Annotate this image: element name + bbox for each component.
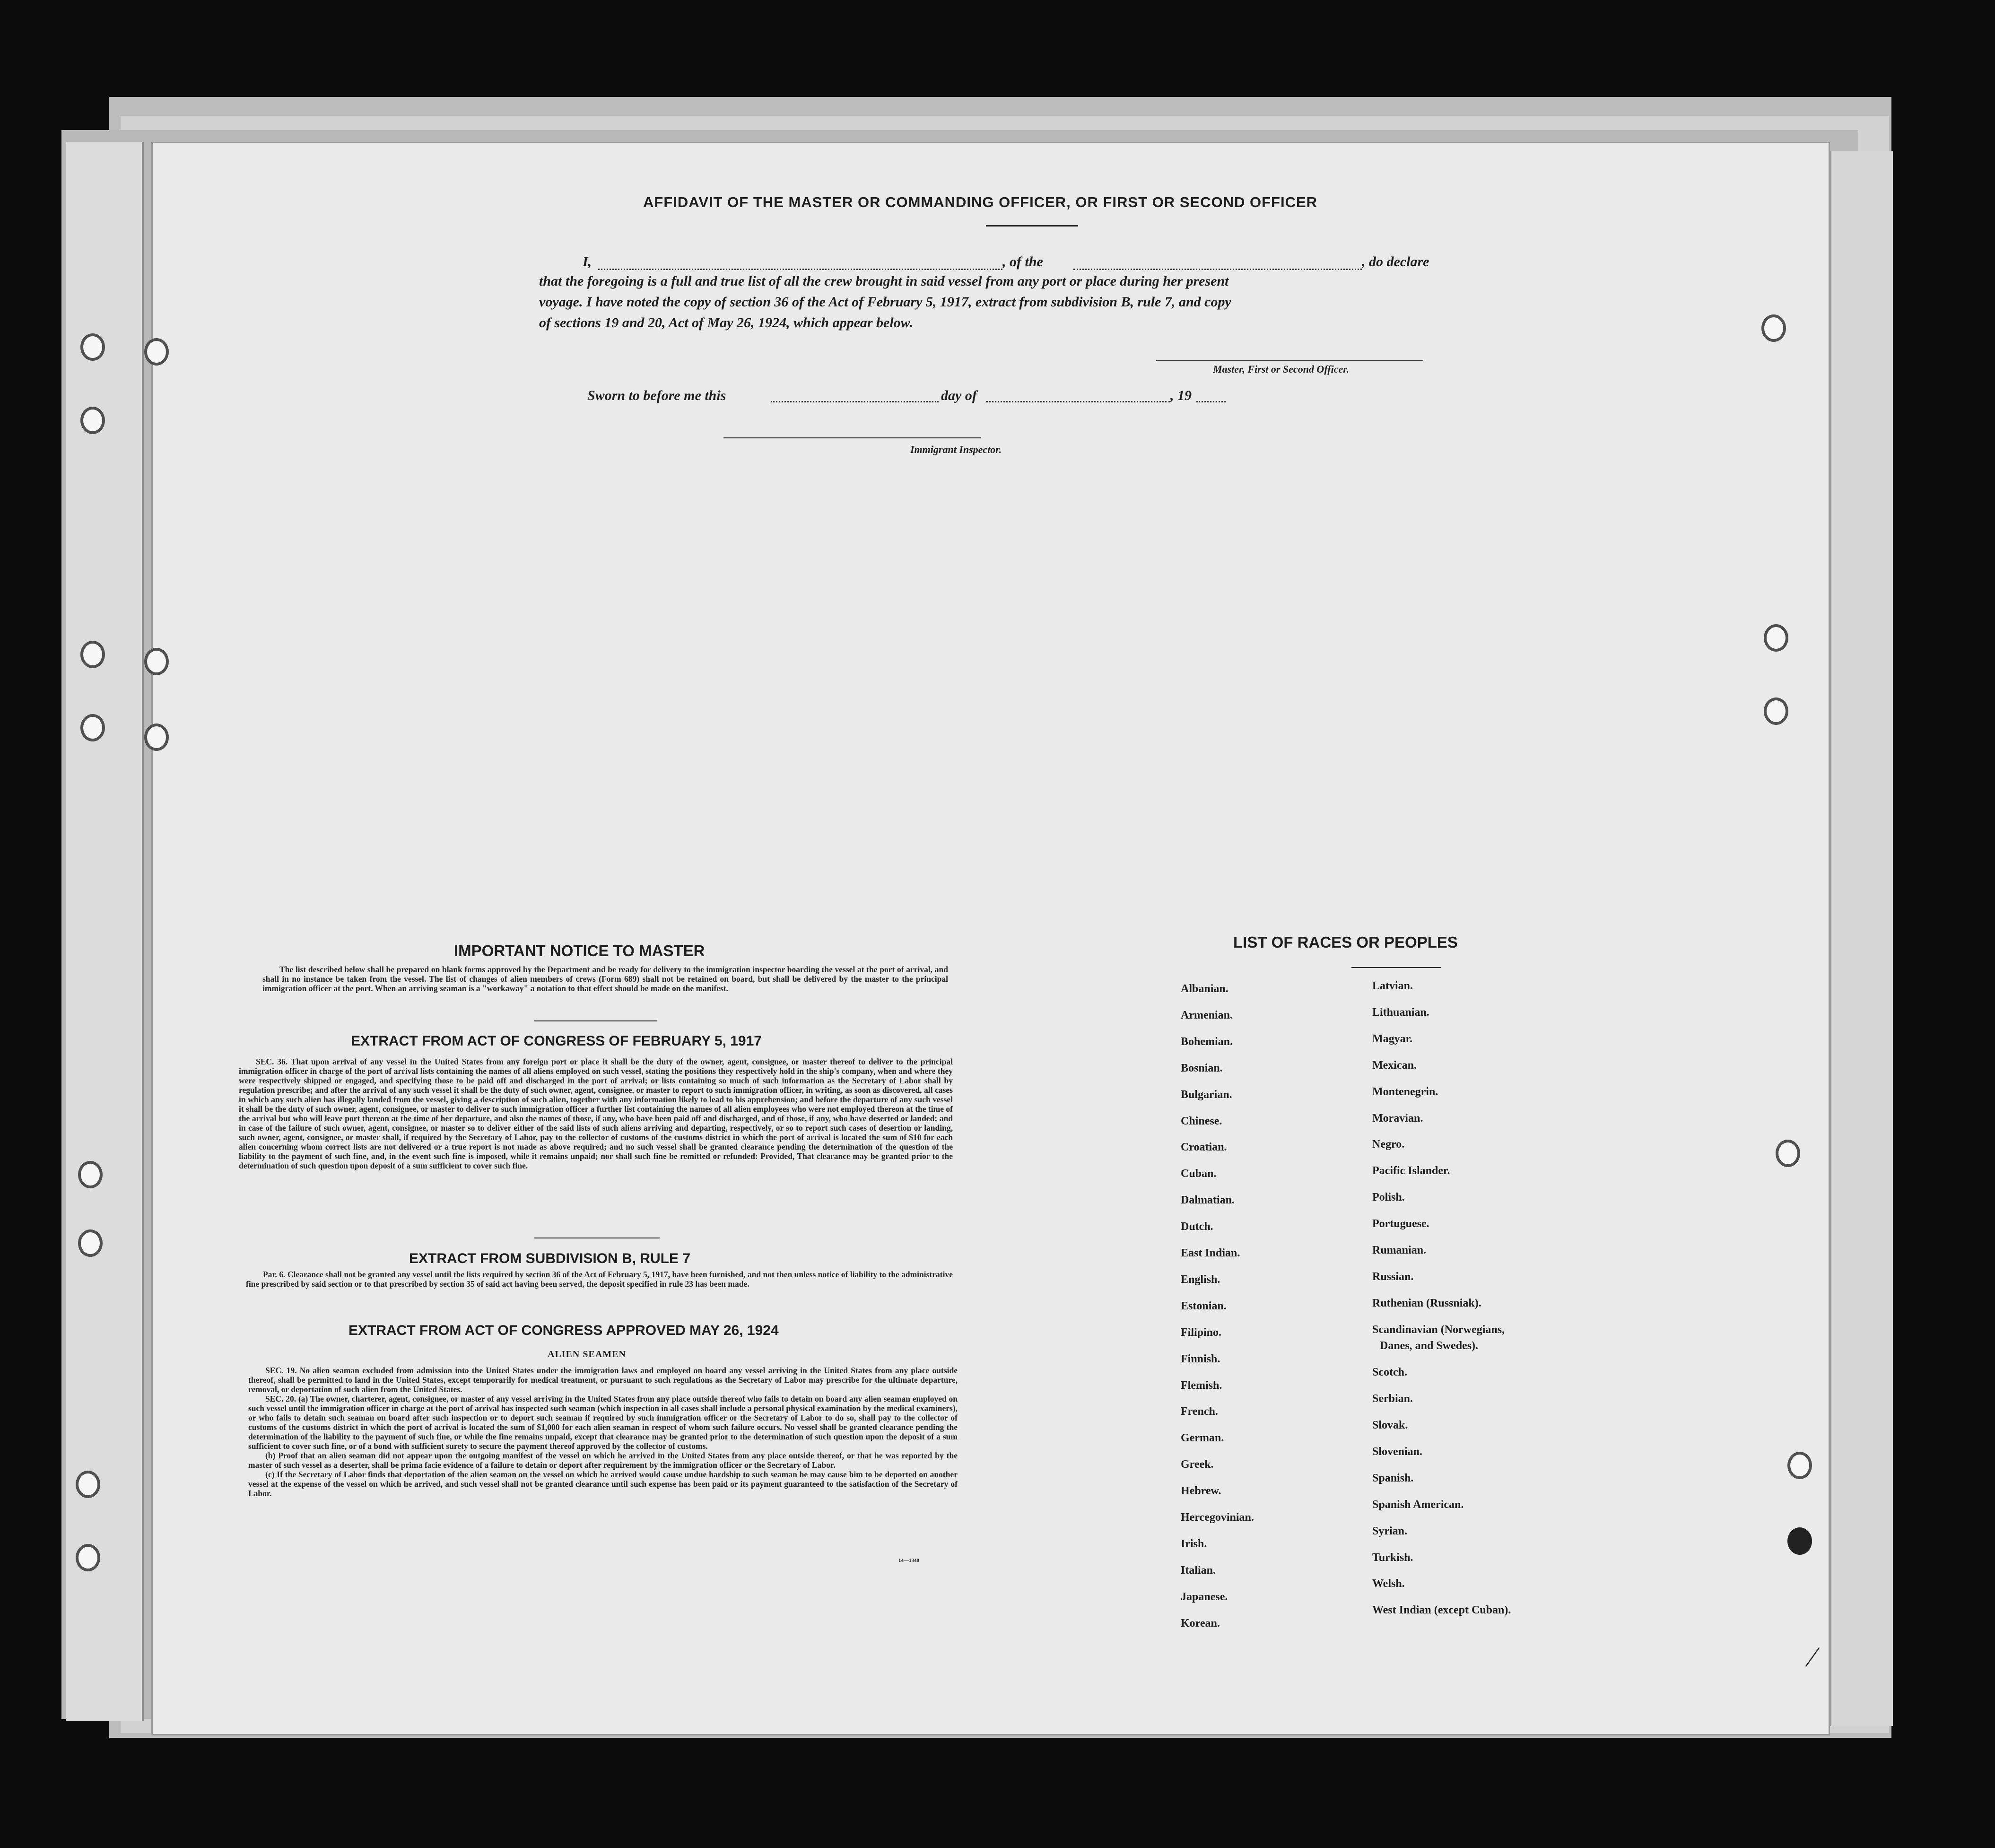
sworn-day-blank	[771, 401, 939, 402]
race-item: Montenegrin.	[1372, 1086, 1438, 1098]
race-item: Ruthenian (Russniak).	[1372, 1297, 1481, 1309]
race-item: Scotch.	[1372, 1366, 1407, 1378]
race-item: Magyar.	[1372, 1033, 1413, 1045]
inspector-line	[723, 437, 981, 438]
race-item: Slovenian.	[1372, 1446, 1423, 1458]
extract-1917-title: EXTRACT FROM ACT OF CONGRESS OF FEBRUARY 5, 1917	[351, 1033, 762, 1049]
name-blank	[598, 269, 1002, 270]
punch-hole	[78, 1161, 103, 1188]
race-item: Bosnian.	[1181, 1062, 1223, 1074]
punch-hole	[78, 1229, 103, 1257]
race-item: Greek.	[1181, 1458, 1214, 1471]
race-item: Bohemian.	[1181, 1036, 1233, 1048]
race-item: Filipino.	[1181, 1326, 1222, 1339]
race-item: Irish.	[1181, 1538, 1207, 1550]
form-number: 14—1340	[898, 1558, 919, 1563]
notice-body	[262, 965, 948, 993]
affidavit-line2: that the foregoing is a full and true list of all the crew brought in said vessel from any port or place during her present	[539, 273, 1229, 289]
race-item: Spanish American.	[1372, 1499, 1464, 1511]
race-item: Croatian.	[1181, 1141, 1227, 1153]
title-rule	[986, 225, 1078, 227]
race-item: Dutch.	[1181, 1220, 1213, 1233]
inspector-label: Immigrant Inspector.	[910, 444, 1002, 455]
punch-hole	[1764, 624, 1788, 652]
sec-20c-paragraph: (c) If the Secretary of Labor finds that deportation of the alien seaman on the vessel on which he arrived would cause undue hardship to such seaman he may cause him to be deported on another vessel at the expense of the vessel on which he arrived, and such vessel shall not be granted clearance until such expense has been paid or its payment guaranteed to the satisfaction of the Secretary of Labor.	[248, 1470, 958, 1498]
race-item: Armenian.	[1181, 1009, 1233, 1021]
race-item: Mexican.	[1372, 1059, 1417, 1072]
sworn-day-of: day of	[941, 388, 977, 403]
race-item: Korean.	[1181, 1617, 1220, 1630]
race-item: English.	[1181, 1273, 1220, 1286]
race-item: Albanian.	[1181, 983, 1228, 995]
race-item: Dalmatian.	[1181, 1194, 1235, 1206]
extract-rule7-title: EXTRACT FROM SUBDIVISION B, RULE 7	[409, 1251, 691, 1266]
race-item: Negro.	[1372, 1138, 1405, 1151]
race-item: Lithuanian.	[1372, 1006, 1429, 1019]
race-item: Welsh.	[1372, 1578, 1405, 1590]
race-item: Scandinavian (Norwegians,	[1372, 1324, 1505, 1336]
race-item: Moravian.	[1372, 1112, 1423, 1124]
races-title-rule	[1351, 967, 1441, 968]
punch-hole	[1776, 1140, 1800, 1167]
sworn-month-blank	[986, 401, 1170, 402]
signature-label: Master, First or Second Officer.	[1213, 363, 1350, 375]
par-6-paragraph: Par. 6. Clearance shall not be granted any vessel until the lists required by section 36 of the Act of February 5, 1917, have been furnished, and not then unless notice of liability to the administrative fine prescribed by said section or to that prescribed by section 35 of said act having been served, the deposit specified in rule 23 has been made.	[246, 1270, 953, 1289]
punch-hole	[1764, 697, 1788, 725]
race-item: Syrian.	[1372, 1525, 1408, 1537]
sec-20b-paragraph: (b) Proof that an alien seaman did not appear upon the outgoing manifest of the vessel on which he arrived in the United States from any place outside thereof, or that he was reported by the master of such vessel as a deserter, shall be prima facie evidence of a failure to detain or deport after requirement by the immigration officer or the Secretary of Labor.	[248, 1451, 958, 1470]
extract-rule7-body	[246, 1270, 953, 1289]
notice-title: IMPORTANT NOTICE TO MASTER	[454, 942, 705, 959]
extract-1924-body	[248, 1366, 958, 1498]
section-36-paragraph: SEC. 36. That upon arrival of any vessel in the United States from any foreign port or place it shall be the duty of the owner, agent, consignee, or master thereof to deliver to the principal immigration officer in charge of the port of arrival lists containing the names of all aliens employed on such vessel, stating the positions they respectively hold in the ship's company, when and where they were respectively shipped or engaged, and specifying those to be paid off and discharged in the port of arrival; or lists containing so much of such information as the Secretary of Labor shall by regulation prescribe; and after the arrival of any such vessel it shall be the duty of such owner, agent, consignee, or master to report to such immigration officer, in writing, as soon as discovered, all cases in which any such alien has illegally landed from the vessel, giving a description of such alien, together with any information likely to lead to his apprehension; and before the departure of any such vessel it shall be the duty of such owner, agent, consignee, or master to deliver to such immigration officer a further list containing the names of all alien employees who were not employed thereon at the time of the arrival but who will leave port thereon at the time of her departure, and also the names of those, if any, who have been paid off and discharged, and of those, if any, who have deserted or landed; and in case of the failure of such owner, agent, consignee, or master so to deliver either of the said lists of such aliens arriving and departing, respectively, or so to report such cases of desertion or landing, such owner, agent, consignee, or master shall, if required by the Secretary of Labor, pay to the collector of customs of the customs district in which the port of arrival is located the sum of $10 for each alien concerning whom correct lists are not delivered or a true report is not made as above required; and no such vessel shall be granted clearance pending the determination of the question of the liability to the payment of such fine, and, in the event such fine is imposed, while it remains unpaid; nor shall such fine be remitted or refunded: Provided, That clearance may be granted prior to the determination of such question upon deposit of a sum sufficient to cover such fine.	[239, 1057, 953, 1170]
notice-paragraph: The list described below shall be prepared on blank forms approved by the Department and be ready for delivery to the immigration inspector boarding the vessel at the port of arrival, and shall in no instance be taken from the vessel. The list of changes of alien members of crews (Form 689) shall not be retained on board, but shall be delivered by the master to the principal immigration officer at the port. When an arriving seaman is a "workaway" a notation to that effect should be made on the manifest.	[262, 965, 948, 993]
affidavit-declare: , do declare	[1362, 254, 1429, 270]
race-item: Slovak.	[1372, 1419, 1408, 1431]
punch-hole	[80, 714, 105, 741]
race-item: Turkish.	[1372, 1552, 1413, 1564]
races-title: LIST OF RACES OR PEOPLES	[1233, 933, 1458, 951]
race-item: Spanish.	[1372, 1472, 1414, 1484]
affidavit-i: I,	[583, 254, 592, 270]
punch-hole	[80, 641, 105, 668]
race-item: Latvian.	[1372, 980, 1413, 992]
punch-hole	[1787, 1527, 1812, 1555]
race-item: Polish.	[1372, 1191, 1405, 1203]
race-item: Estonian.	[1181, 1300, 1227, 1312]
margin-mark: ⁄	[1810, 1641, 1815, 1673]
race-item: Japanese.	[1181, 1591, 1228, 1603]
punch-hole	[1761, 314, 1786, 342]
punch-hole	[1787, 1452, 1812, 1479]
race-item: West Indian (except Cuban).	[1372, 1604, 1511, 1616]
race-item: Portuguese.	[1372, 1218, 1429, 1230]
extract-1924-title: EXTRACT FROM ACT OF CONGRESS APPROVED MAY 26, 1924	[348, 1323, 779, 1338]
affidavit-of-the: , of the	[1002, 254, 1043, 270]
race-item: Cuban.	[1181, 1168, 1217, 1180]
race-item: French.	[1181, 1405, 1218, 1418]
alien-seamen-subtitle: ALIEN SEAMEN	[548, 1349, 626, 1360]
vessel-blank	[1073, 269, 1362, 270]
sec-19-paragraph: SEC. 19. No alien seaman excluded from admission into the United States under the immigration laws and employed on board any vessel arriving in the United States from any place outside thereof, shall be permitted to land in the United States, except temporarily for medical treatment, or pursuant to such regulations as the Secretary of Labor may prescribe for the ultimate departure, removal, or deportation of such alien from the United States.	[248, 1366, 958, 1394]
punch-hole	[80, 407, 105, 434]
race-item: East Indian.	[1181, 1247, 1240, 1259]
race-item: Bulgarian.	[1181, 1089, 1232, 1101]
race-item: Serbian.	[1372, 1393, 1413, 1405]
underlying-page-edge	[1830, 151, 1893, 1726]
affidavit-line3: voyage. I have noted the copy of section 36 of the Act of February 5, 1917, extract from subdivision B, rule 7, and copy	[539, 294, 1231, 310]
sworn-text: Sworn to before me this	[587, 388, 726, 403]
race-item: German.	[1181, 1432, 1224, 1444]
extract-1917-body	[239, 1057, 953, 1170]
punch-hole	[144, 648, 169, 675]
section-rule	[534, 1020, 657, 1021]
affidavit-line4: of sections 19 and 20, Act of May 26, 1924, which appear below.	[539, 315, 914, 331]
race-item: Italian.	[1181, 1564, 1216, 1577]
race-item: Danes, and Swedes).	[1380, 1340, 1479, 1352]
punch-hole	[144, 338, 169, 366]
race-item: Hercegovinian.	[1181, 1511, 1254, 1524]
race-item: Flemish.	[1181, 1379, 1222, 1392]
race-item: Hebrew.	[1181, 1485, 1221, 1497]
affidavit-title: AFFIDAVIT OF THE MASTER OR COMMANDING OFFICER, OR FIRST OR SECOND OFFICER	[643, 194, 1318, 210]
sec-20-paragraph: SEC. 20. (a) The owner, charterer, agent, consignee, or master of any vessel arriving in the United States from any place outside thereof who fails to detain on board any alien seaman employed on such vessel until the immigration officer in charge at the port of arrival has inspected such seaman (which inspection in all cases shall include a personal physical examination by the medical examiners), or who fails to detain such seaman on board after such inspection or to deport such seaman if required by such immigration officer or the Secretary of Labor to do so, shall pay to the collector of customs of the customs district in which the port of arrival is located the sum of $1,000 for each alien seaman in respect of whom such failure occurs. No vessel shall be granted clearance pending the determination of the liability to the payment of such fine, or while the fine remains unpaid, except that clearance may be granted prior to the determination of such question upon the deposit of a sum sufficient to cover such fine, or of a bond with sufficient surety to secure the payment thereof approved by the collector of customs.	[248, 1394, 958, 1451]
punch-hole	[76, 1544, 100, 1571]
race-item: Russian.	[1372, 1271, 1414, 1283]
race-item: Finnish.	[1181, 1353, 1220, 1365]
punch-hole	[144, 724, 169, 751]
signature-line	[1156, 360, 1423, 361]
sworn-year-blank	[1196, 401, 1226, 402]
race-item: Rumanian.	[1372, 1244, 1427, 1256]
race-item: Chinese.	[1181, 1115, 1222, 1127]
race-item: Pacific Islander.	[1372, 1165, 1450, 1177]
punch-hole	[76, 1471, 100, 1498]
punch-hole	[80, 333, 105, 361]
sworn-year: , 19	[1170, 388, 1192, 403]
